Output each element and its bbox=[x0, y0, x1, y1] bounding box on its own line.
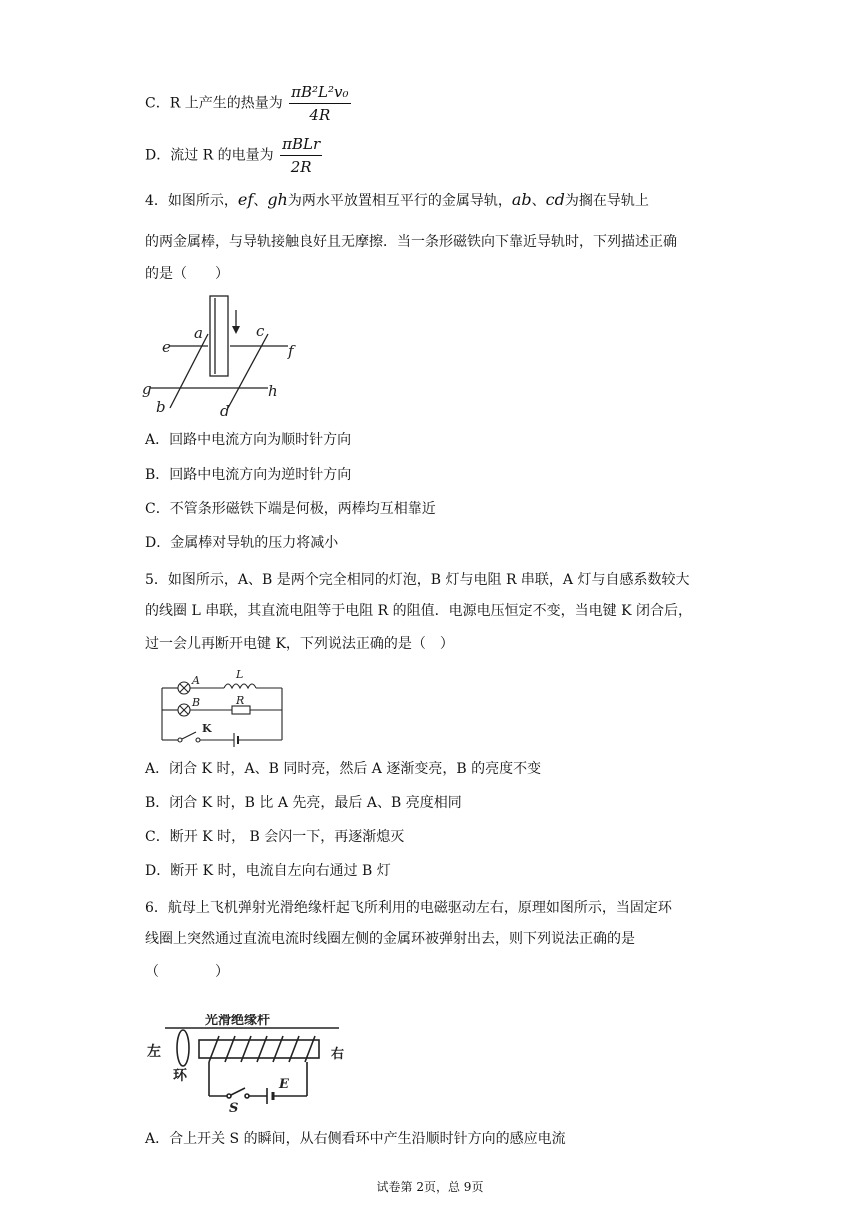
q4-label-c: c bbox=[256, 322, 265, 340]
q4-var-ab: ab bbox=[511, 190, 532, 209]
q5-option-a: A．闭合 K 时，A、B 同时亮，然后 A 逐渐变亮，B 的亮度不变 bbox=[145, 761, 542, 777]
q4-stem-text: 为两水平放置相互平行的金属导轨， bbox=[287, 193, 512, 209]
q3-option-d-prefix: D．流过 R 的电量为 bbox=[145, 147, 274, 164]
q3-option-c-fraction bbox=[289, 82, 350, 125]
q4-label-f: f bbox=[288, 342, 294, 360]
q4-stem-text: 为搁在导轨上 bbox=[564, 193, 649, 209]
q4-magnet-rails-figure bbox=[140, 290, 310, 420]
q4-option-c: C．不管条形磁铁下端是何极，两棒均互相靠近 bbox=[145, 501, 436, 517]
q4-var-ef: ef bbox=[237, 190, 254, 209]
q4-label-a: a bbox=[194, 324, 203, 342]
q4-label-g: g bbox=[142, 380, 152, 398]
q4-var-gh: gh bbox=[267, 190, 288, 209]
q3-option-c bbox=[145, 82, 351, 125]
q4-label-b: b bbox=[156, 398, 166, 416]
q6-label-rod: 光滑绝缘杆 bbox=[205, 1014, 271, 1028]
q5-option-b: B．闭合 K 时，B 比 A 先亮，最后 A、B 亮度相同 bbox=[145, 795, 462, 811]
q5-label-B: B bbox=[192, 696, 201, 709]
page-footer: 试卷第 2页，总 9页 bbox=[376, 1180, 484, 1194]
q3-option-d-fraction bbox=[280, 134, 322, 177]
q5-label-A: A bbox=[192, 674, 200, 687]
q4-label-d: d bbox=[220, 402, 230, 420]
q3-option-d bbox=[145, 134, 322, 177]
q6-label-S: S bbox=[229, 1101, 239, 1114]
q6-coil-launcher-figure bbox=[143, 1014, 353, 1114]
q4-option-b: B．回路中电流方向为逆时针方向 bbox=[145, 467, 352, 483]
q5-stem-line3: 过一会儿再断开电键 K，下列说法正确的是（ ） bbox=[145, 636, 454, 652]
q5-label-R: R bbox=[236, 694, 245, 707]
q3-option-c-denominator: 4R bbox=[309, 106, 331, 124]
q4-sep: 、 bbox=[531, 193, 546, 209]
q3-option-c-numerator: πB²L²v₀ bbox=[289, 82, 350, 104]
q6-stem-line3: （ ） bbox=[145, 964, 229, 980]
q4-option-d: D．金属棒对导轨的压力将减小 bbox=[145, 535, 339, 551]
q4-var-cd: cd bbox=[545, 190, 565, 209]
q5-option-c: C．断开 K 时， B 会闪一下，再逐渐熄灭 bbox=[145, 829, 405, 845]
q3-option-d-numerator: πBLr bbox=[280, 134, 322, 156]
q4-sep: 、 bbox=[253, 193, 268, 209]
q4-label-h: h bbox=[268, 382, 278, 400]
q6-stem-line1: 6．航母上飞机弹射光滑绝缘杆起飞所利用的电磁驱动左右，原理如图所示，当固定环 bbox=[145, 900, 672, 916]
q4-stem-line2: 的两金属棒，与导轨接触良好且无摩擦．当一条形磁铁向下靠近导轨时，下列描述正确 bbox=[145, 234, 677, 250]
q4-stem-line3: 的是（ ） bbox=[145, 266, 229, 282]
q6-label-ring: 环 bbox=[173, 1068, 187, 1084]
q6-label-left: 左 bbox=[147, 1044, 161, 1060]
q4-stem-text: 4．如图所示， bbox=[145, 193, 238, 209]
q5-option-d: D．断开 K 时，电流自左向右通过 B 灯 bbox=[145, 863, 391, 879]
q5-label-L: L bbox=[236, 668, 244, 681]
q4-option-a: A．回路中电流方向为顺时针方向 bbox=[145, 432, 352, 448]
q6-option-a: A．合上开关 S 的瞬间，从右侧看环中产生沿顺时针方向的感应电流 bbox=[145, 1131, 566, 1147]
q5-stem-line2: 的线圈 L 串联，其直流电阻等于电阻 R 的阻值．电源电压恒定不变，当电键 K 闭合后， bbox=[145, 603, 692, 619]
q6-label-E: E bbox=[279, 1077, 289, 1092]
q3-option-c-prefix: C．R 上产生的热量为 bbox=[145, 95, 283, 112]
q5-stem-line1: 5．如图所示，A、B 是两个完全相同的灯泡，B 灯与电阻 R 串联，A 灯与自感系数较大 bbox=[145, 572, 690, 588]
q6-stem-line2: 线圈上突然通过直流电流时线圈左侧的金属环被弹射出去，则下列说法正确的是 bbox=[145, 931, 635, 947]
q5-label-K: K bbox=[202, 722, 212, 735]
q6-label-right: 右 bbox=[331, 1047, 345, 1062]
q3-option-d-denominator: 2R bbox=[290, 158, 312, 176]
q5-circuit-figure bbox=[158, 666, 290, 748]
q4-stem-line1 bbox=[145, 190, 649, 211]
q4-label-e: e bbox=[162, 338, 171, 356]
